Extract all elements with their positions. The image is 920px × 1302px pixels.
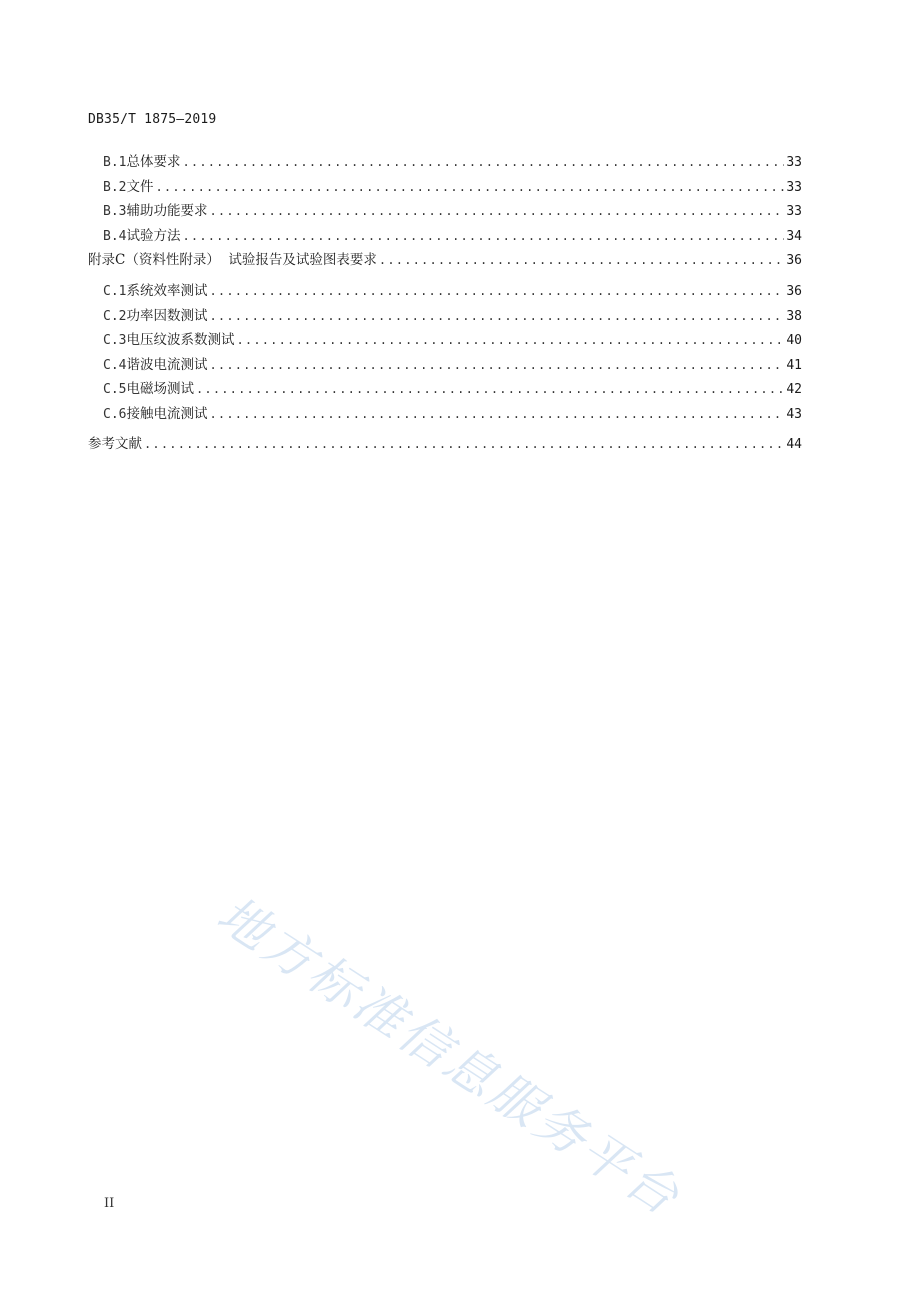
toc-entry-number: C.2 (103, 308, 127, 324)
toc-entry-c2[interactable] (88, 304, 802, 329)
toc-entry-c1[interactable] (88, 279, 802, 304)
toc-dot-leader (209, 309, 784, 323)
toc-entry-number: C.4 (103, 357, 127, 373)
toc-entry-page: 44 (786, 437, 802, 452)
toc-entry-number: B.4 (103, 228, 127, 244)
toc-dot-leader (196, 382, 784, 396)
toc-dot-leader (155, 180, 784, 194)
toc-entry-page: 42 (786, 382, 802, 397)
toc-entry-number: C.6 (103, 406, 127, 422)
toc-entry-page: 33 (786, 179, 802, 195)
toc-entry-title: 附录C（资料性附录） 试验报告及试验图表要求 (88, 252, 377, 268)
toc-dot-leader (182, 155, 784, 169)
toc-entry-title: 试验方法 (126, 227, 181, 244)
toc-dot-leader (209, 284, 784, 298)
toc-entry-title: 参考文献 (88, 436, 142, 452)
toc-entry-c3[interactable] (88, 328, 802, 353)
toc-entry-number: C.1 (103, 284, 127, 299)
toc-entry-number: C.5 (103, 382, 127, 397)
toc-dot-leader (144, 437, 784, 451)
toc-entry-c4[interactable] (88, 353, 802, 378)
toc-entry-c5[interactable] (88, 377, 802, 402)
toc-entry-b1[interactable] (88, 150, 802, 175)
toc-dot-leader (209, 204, 784, 218)
toc-entry-b3[interactable] (88, 199, 802, 224)
toc-entry-page: 36 (786, 253, 802, 268)
toc-entry-annex-c[interactable] (88, 248, 802, 279)
toc-entry-c6[interactable] (88, 402, 802, 427)
toc-entry-page: 43 (786, 406, 802, 422)
toc-dot-leader (209, 407, 784, 421)
toc-entry-number: C.3 (103, 333, 127, 348)
toc-entry-title: 功率因数测试 (126, 307, 208, 324)
toc-entry-page: 33 (786, 155, 802, 170)
toc-entry-number: B.3 (103, 204, 127, 219)
toc-dot-leader (209, 358, 784, 372)
toc-dot-leader (379, 253, 784, 267)
toc-entry-page: 41 (786, 357, 802, 373)
toc-dot-leader (236, 333, 784, 347)
toc-entry-page: 36 (786, 284, 802, 299)
toc-entry-number: B.2 (103, 179, 127, 195)
toc-entry-references[interactable] (88, 426, 802, 466)
toc-entry-title: 接触电流测试 (126, 405, 208, 422)
watermark-text: 地方标准信息服务平台 (207, 885, 692, 1228)
toc-entry-page: 33 (786, 204, 802, 219)
toc-entry-page: 40 (786, 333, 802, 348)
toc-entry-title: 总体要求 (126, 154, 181, 170)
toc-entry-page: 38 (786, 308, 802, 324)
toc-entry-title: 辅助功能要求 (126, 203, 208, 219)
toc-entry-title: 系统效率测试 (126, 283, 208, 299)
toc-dot-leader (182, 229, 784, 243)
toc-entry-title: 电磁场测试 (126, 381, 194, 397)
table-of-contents (88, 150, 802, 466)
toc-entry-number: B.1 (103, 155, 127, 170)
toc-entry-b2[interactable] (88, 175, 802, 200)
page-number: II (104, 1196, 115, 1211)
toc-entry-page: 34 (786, 228, 802, 244)
document-id: DB35/T 1875—2019 (88, 112, 217, 127)
toc-entry-title: 谐波电流测试 (126, 356, 208, 373)
toc-entry-title: 文件 (126, 178, 154, 195)
toc-entry-b4[interactable] (88, 224, 802, 249)
toc-entry-title: 电压纹波系数测试 (126, 332, 235, 348)
